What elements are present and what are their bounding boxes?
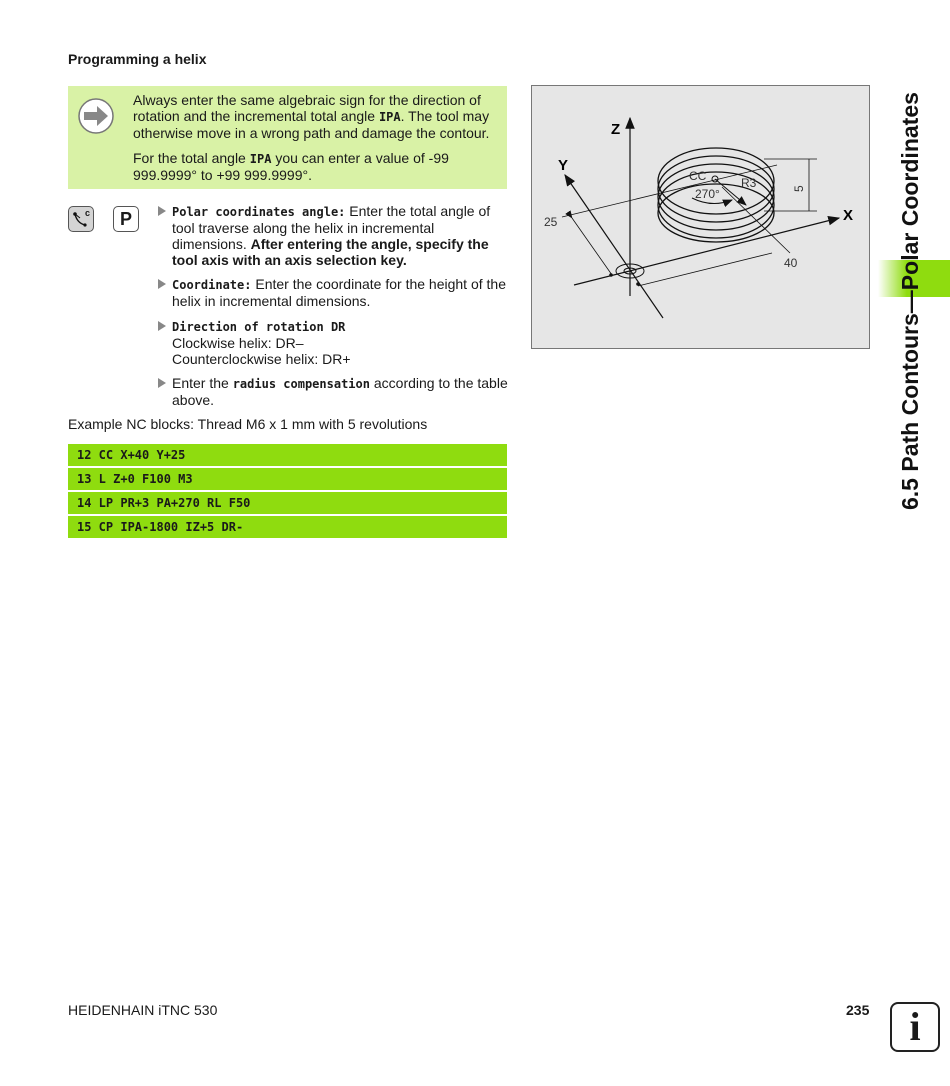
label-40: 40 — [784, 256, 798, 270]
helix-diagram — [532, 86, 869, 348]
x-axis — [574, 218, 839, 285]
nc-block: 12 CC X+40 Y+25 — [68, 444, 507, 466]
code-ipa: IPA — [378, 110, 401, 124]
label-5: 5 — [792, 185, 806, 192]
label-cc: CC — [689, 169, 707, 183]
polar-path-key-icon — [68, 206, 94, 232]
example-caption: Example NC blocks: Thread M6 x 1 mm with 5 revolutions — [68, 416, 428, 432]
side-section-title: 6.5 Path Contours—Polar Coordinates — [897, 92, 923, 510]
label-axis-z: Z — [611, 121, 621, 138]
code-ipa: IPA — [249, 152, 272, 166]
note-paragraph-1: Always enter the same algebraic sign for the direction of rotation and the incremental total angle IPA. The tool may otherwise move in a wrong path and damage the contour. — [133, 92, 490, 141]
info-glyph: i — [909, 1004, 921, 1049]
step-direction: Direction of rotation DR Clockwise helix: DR– Counterclockwise helix: DR+ — [158, 318, 508, 367]
dim-arrow-25 — [572, 218, 612, 275]
step-coordinate: Coordinate: Enter the coordinate for the height of the helix in incremental dimensions. — [158, 276, 508, 309]
page-number: 235 — [846, 1002, 870, 1018]
step-radius-compensation: Enter the radius compensation according to the table above. — [158, 375, 508, 408]
bullet-triangle-icon — [158, 206, 166, 216]
note-paragraph-2: For the total angle IPA you can enter a value of -99 999.9999° to +99 999.9999°. — [133, 150, 449, 183]
section-heading: Programming a helix — [68, 51, 207, 67]
nc-block: 14 LP PR+3 PA+270 RL F50 — [68, 492, 507, 514]
label-25: 25 — [544, 215, 558, 229]
footer-product-name: HEIDENHAIN iTNC 530 — [68, 1002, 218, 1018]
bullet-triangle-icon — [158, 279, 166, 289]
bullet-triangle-icon — [158, 321, 166, 331]
dim-line-40 — [638, 253, 772, 286]
note-text — [133, 92, 503, 192]
bullet-triangle-icon — [158, 378, 166, 388]
info-icon — [890, 1002, 940, 1052]
helix-figure — [531, 85, 870, 349]
label-axis-y: Y — [558, 157, 569, 174]
label-axis-x: X — [843, 207, 854, 224]
nc-block: 15 CP IPA-1800 IZ+5 DR- — [68, 516, 507, 538]
step-polar-angle: Polar coordinates angle: Enter the total angle of tool traverse along the helix in incremental dimensions. After entering the angle, specify the tool axis with an axis selection key. — [158, 203, 508, 268]
key-superscript: c — [85, 208, 91, 218]
arrow-right-icon — [78, 98, 114, 134]
label-angle: 270° — [695, 187, 720, 201]
label-r3: R3 — [741, 176, 757, 190]
p-key: P — [113, 206, 139, 232]
nc-block: 13 L Z+0 F100 M3 — [68, 468, 507, 490]
note-box — [68, 86, 507, 189]
dim-ext-40 — [722, 187, 790, 253]
